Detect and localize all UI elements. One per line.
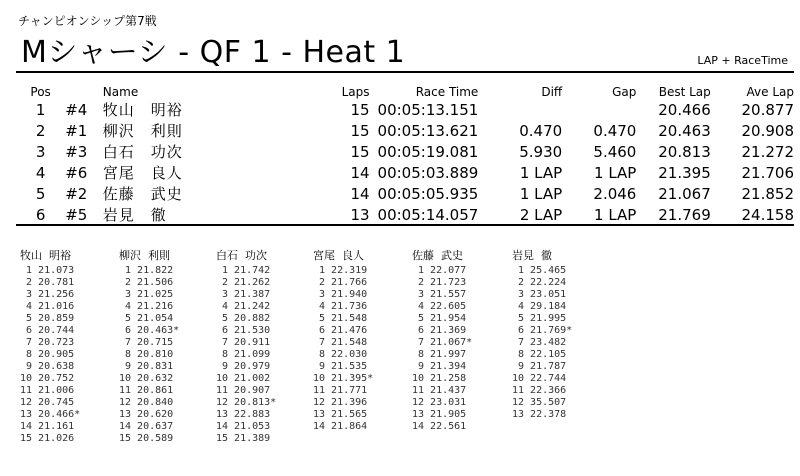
- lap-time-entry: 3 23.051: [512, 289, 567, 300]
- diff-cell: 2 LAP: [519, 205, 563, 224]
- lap-time-entry: 10 20.632: [119, 373, 174, 384]
- lap-time-entry: 9 21.535: [313, 361, 368, 372]
- table-row: [16, 120, 794, 141]
- lap-column: [412, 247, 512, 433]
- lap-time-entry: 5 21.548: [313, 313, 368, 324]
- lap-time-entry: 13 21.565: [313, 409, 368, 420]
- lap-time-entry: 1 21.742: [216, 265, 271, 276]
- lap-column-driver-name: 牧山 明裕: [20, 249, 71, 262]
- lap-time-entry: 5 21.954: [412, 313, 467, 324]
- lap-time-entry: 5 21.054: [119, 313, 174, 324]
- lap-column-driver-name: 岩見 徹: [512, 249, 552, 262]
- lap-time-entry: 6 20.463*: [119, 325, 180, 336]
- driver-name-cell: 白石 功次: [102, 143, 183, 161]
- ave-lap-cell: 24.158: [741, 205, 794, 224]
- race-time-cell: 00:05:13.621: [377, 121, 479, 140]
- diff-cell: 5.930: [519, 142, 563, 161]
- car-number-cell: #6: [65, 163, 88, 182]
- lap-time-entry: 10 21.395*: [313, 373, 374, 384]
- laps-cell: 13: [350, 205, 370, 224]
- lap-column-driver-name: 宮尾 良人: [313, 249, 364, 262]
- lap-time-entry: 6 21.369: [412, 325, 467, 336]
- lap-time-entry: 13 22.883: [216, 409, 271, 420]
- lap-time-entry: 14 20.637: [119, 421, 174, 432]
- lap-time-entry: 13 20.466*: [20, 409, 81, 420]
- lap-column-driver-name: 柳沢 利則: [119, 249, 170, 262]
- lap-time-entry: 2 21.506: [119, 277, 174, 288]
- pos-cell: 2: [35, 121, 46, 140]
- best-lap-cell: 21.769: [658, 205, 711, 224]
- car-number-cell: #2: [65, 184, 88, 203]
- lap-time-entry: 8 20.905: [20, 349, 75, 360]
- best-lap-cell: 20.466: [658, 100, 711, 119]
- lap-time-entry: 4 21.736: [313, 301, 368, 312]
- driver-name-cell: 牧山 明裕: [102, 101, 183, 119]
- lap-time-entry: 2 22.224: [512, 277, 567, 288]
- lap-column: [512, 247, 612, 421]
- car-number-cell: #4: [65, 100, 88, 119]
- lap-time-entry: 6 21.769*: [512, 325, 573, 336]
- lap-time-entry: 9 20.638: [20, 361, 75, 372]
- table-row: [16, 183, 794, 204]
- lap-time-entry: 2 20.781: [20, 277, 75, 288]
- lap-time-entry: 11 22.366: [512, 385, 567, 396]
- ave-lap-cell: 21.272: [741, 142, 794, 161]
- laps-cell: 15: [350, 142, 370, 161]
- lap-time-entry: 4 21.216: [119, 301, 174, 312]
- page-title: Mシャーシ - QF 1 - Heat 1: [21, 35, 406, 70]
- lap-time-entry: 5 20.882: [216, 313, 271, 324]
- best-lap-cell: 20.463: [658, 121, 711, 140]
- title-note: LAP + RaceTime: [697, 54, 788, 67]
- lap-column: [119, 247, 219, 445]
- lap-column: [313, 247, 413, 433]
- col-best-lap: Best Lap: [658, 85, 711, 99]
- col-number: [65, 83, 103, 99]
- ave-lap-cell: 20.877: [741, 100, 794, 119]
- lap-time-entry: 4 21.016: [20, 301, 75, 312]
- lap-time-entry: 7 20.723: [20, 337, 75, 348]
- lap-time-entry: 9 21.787: [512, 361, 567, 372]
- lap-time-entry: 3 21.256: [20, 289, 75, 300]
- lap-time-entry: 3 21.557: [412, 289, 467, 300]
- driver-name-cell: 宮尾 良人: [102, 164, 183, 182]
- top-divider: [16, 71, 794, 73]
- race-time-cell: 00:05:13.151: [377, 100, 479, 119]
- lap-time-entry: 11 20.907: [216, 385, 271, 396]
- car-number-cell: #1: [65, 121, 88, 140]
- lap-time-entry: 7 20.911: [216, 337, 271, 348]
- best-lap-cell: 21.067: [658, 184, 711, 203]
- lap-time-entry: 6 21.476: [313, 325, 368, 336]
- lap-time-entry: 12 20.813*: [216, 397, 277, 408]
- lap-time-entry: 7 23.482: [512, 337, 567, 348]
- lap-time-entry: 11 20.861: [119, 385, 174, 396]
- race-subtitle: チャンピオンシップ第7戦: [18, 14, 157, 28]
- col-name: Name: [102, 85, 139, 99]
- ave-lap-cell: 21.852: [741, 184, 794, 203]
- driver-name-cell: 岩見 徹: [102, 206, 167, 224]
- best-lap-cell: 21.395: [658, 163, 711, 182]
- laps-cell: 15: [350, 121, 370, 140]
- lap-time-entry: 15 20.589: [119, 433, 174, 444]
- lap-time-entry: 4 29.184: [512, 301, 567, 312]
- lap-time-entry: 12 23.031: [412, 397, 467, 408]
- lap-time-entry: 9 21.394: [412, 361, 467, 372]
- lap-time-entry: 3 21.940: [313, 289, 368, 300]
- race-time-cell: 00:05:05.935: [377, 184, 479, 203]
- lap-time-entry: 1 22.077: [412, 265, 467, 276]
- lap-time-entry: 10 21.002: [216, 373, 271, 384]
- gap-cell: 1 LAP: [594, 205, 637, 224]
- lap-time-entry: 4 21.242: [216, 301, 271, 312]
- lap-column-driver-name: 佐藤 武史: [412, 249, 463, 262]
- lap-time-entry: 13 21.905: [412, 409, 467, 420]
- lap-time-entry: 8 20.810: [119, 349, 174, 360]
- lap-time-entry: 10 22.744: [512, 373, 567, 384]
- race-time-cell: 00:05:19.081: [377, 142, 479, 161]
- lap-time-entry: 11 21.771: [313, 385, 368, 396]
- car-number-cell: #3: [65, 142, 88, 161]
- lap-time-entry: 9 20.979: [216, 361, 271, 372]
- lap-time-entry: 11 21.006: [20, 385, 75, 396]
- bottom-divider: [16, 224, 794, 226]
- lap-time-entry: 3 21.025: [119, 289, 174, 300]
- lap-time-entry: 2 21.766: [313, 277, 368, 288]
- lap-time-entry: 5 21.995: [512, 313, 567, 324]
- col-race-time: Race Time: [415, 85, 479, 99]
- pos-cell: 1: [35, 100, 46, 119]
- pos-cell: 3: [35, 142, 46, 161]
- car-number-cell: #5: [65, 205, 88, 224]
- pos-cell: 4: [35, 163, 46, 182]
- lap-time-entry: 5 20.859: [20, 313, 75, 324]
- lap-time-entry: 6 21.530: [216, 325, 271, 336]
- lap-column-driver-name: 白石 功次: [216, 249, 267, 262]
- gap-cell: [562, 99, 636, 120]
- laps-cell: 14: [350, 184, 370, 203]
- lap-time-entry: 2 21.723: [412, 277, 467, 288]
- lap-time-entry: 13 20.620: [119, 409, 174, 420]
- lap-time-entry: 4 22.605: [412, 301, 467, 312]
- pos-cell: 5: [35, 184, 46, 203]
- lap-time-entry: 8 21.099: [216, 349, 271, 360]
- lap-time-entry: 6 20.744: [20, 325, 75, 336]
- lap-time-entry: 1 22.319: [313, 265, 368, 276]
- lap-time-entry: 10 21.258: [412, 373, 467, 384]
- laps-cell: 14: [350, 163, 370, 182]
- results-table: [16, 83, 794, 225]
- lap-time-entry: 15 21.389: [216, 433, 271, 444]
- lap-time-entry: 12 20.840: [119, 397, 174, 408]
- lap-time-entry: 7 21.548: [313, 337, 368, 348]
- lap-time-entry: 1 25.465: [512, 265, 567, 276]
- lap-time-entry: 12 21.396: [313, 397, 368, 408]
- lap-time-entry: 8 22.030: [313, 349, 368, 360]
- col-ave-lap: Ave Lap: [746, 85, 794, 99]
- table-row: [16, 141, 794, 162]
- lap-time-entry: 14 21.053: [216, 421, 271, 432]
- lap-time-entry: 7 20.715: [119, 337, 174, 348]
- lap-time-entry: 12 20.745: [20, 397, 75, 408]
- lap-column: [216, 247, 316, 445]
- lap-time-entry: 14 21.864: [313, 421, 368, 432]
- driver-name-cell: 佐藤 武史: [102, 185, 183, 203]
- ave-lap-cell: 20.908: [741, 121, 794, 140]
- diff-cell: 1 LAP: [519, 163, 563, 182]
- diff-cell: 0.470: [519, 121, 563, 140]
- lap-time-entry: 14 21.161: [20, 421, 75, 432]
- laps-cell: 15: [350, 100, 370, 119]
- lap-time-entry: 1 21.822: [119, 265, 174, 276]
- table-row: [16, 204, 794, 225]
- lap-time-entry: 14 22.561: [412, 421, 467, 432]
- best-lap-cell: 20.813: [658, 142, 711, 161]
- lap-time-entry: 2 21.262: [216, 277, 271, 288]
- lap-time-entry: 11 21.437: [412, 385, 467, 396]
- col-gap: Gap: [612, 85, 637, 99]
- col-pos: Pos: [30, 85, 51, 99]
- table-row: [16, 99, 794, 120]
- lap-time-entry: 15 21.026: [20, 433, 75, 444]
- diff-cell: [478, 99, 562, 120]
- gap-cell: 2.046: [593, 184, 637, 203]
- pos-cell: 6: [35, 205, 46, 224]
- lap-time-entry: 10 20.752: [20, 373, 75, 384]
- lap-time-entry: 1 21.073: [20, 265, 75, 276]
- col-laps: Laps: [341, 85, 370, 99]
- gap-cell: 1 LAP: [594, 163, 637, 182]
- lap-time-entry: 8 21.997: [412, 349, 467, 360]
- diff-cell: 1 LAP: [519, 184, 563, 203]
- ave-lap-cell: 21.706: [741, 163, 794, 182]
- lap-time-entry: 3 21.387: [216, 289, 271, 300]
- lap-time-entry: 9 20.831: [119, 361, 174, 372]
- table-row: [16, 162, 794, 183]
- lap-column: [20, 247, 120, 445]
- driver-name-cell: 柳沢 利則: [102, 122, 183, 140]
- lap-time-entry: 13 22.378: [512, 409, 567, 420]
- lap-time-entry: 7 21.067*: [412, 337, 473, 348]
- race-time-cell: 00:05:03.889: [377, 163, 479, 182]
- gap-cell: 0.470: [593, 121, 637, 140]
- gap-cell: 5.460: [593, 142, 637, 161]
- lap-time-entry: 8 22.105: [512, 349, 567, 360]
- lap-time-entry: 12 35.507: [512, 397, 567, 408]
- results-header-row: [16, 83, 794, 99]
- race-time-cell: 00:05:14.057: [377, 205, 479, 224]
- col-diff: Diff: [541, 85, 563, 99]
